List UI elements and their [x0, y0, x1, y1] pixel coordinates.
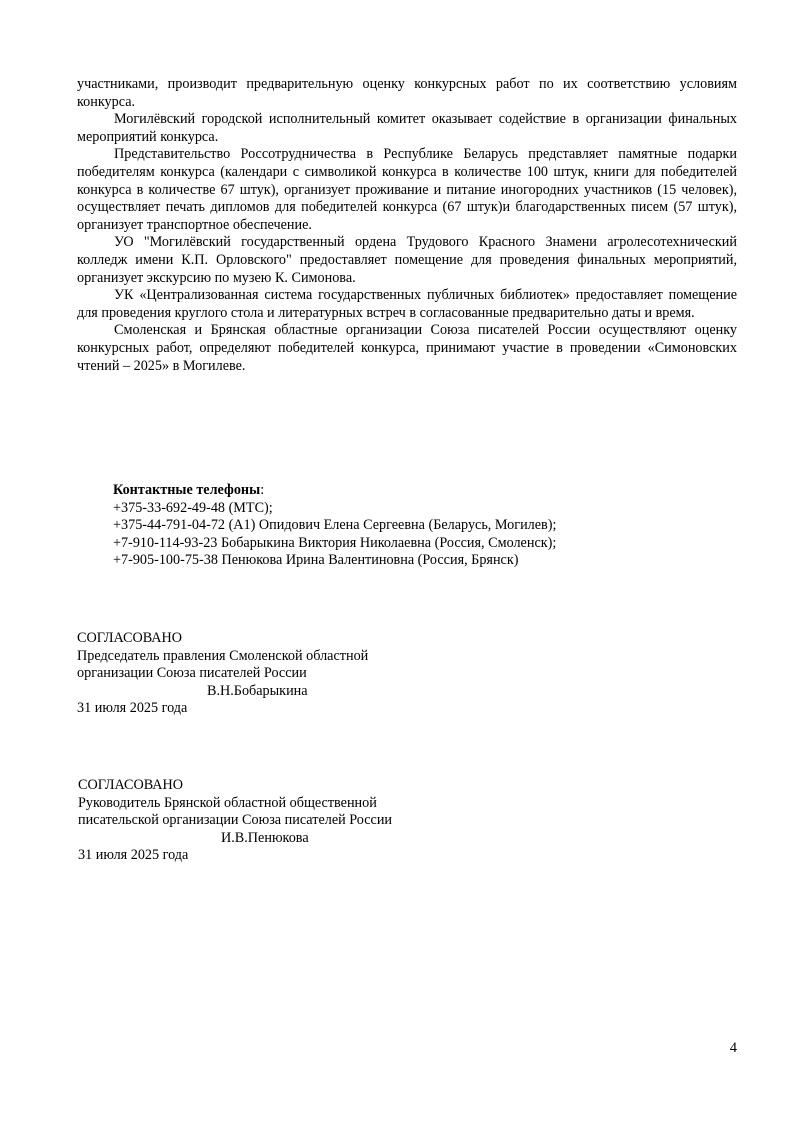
contact-line: +375-33-692-49-48 (МТС); [113, 499, 273, 516]
agreement-date: 31 июля 2025 года [78, 847, 189, 864]
paragraph: Представительство Россотрудничества в Республике Беларусь представляет памятные подарки победителям конкурса (календари с символикой конкурса в количестве 100 штук, книги для победителей конкурса в количестве 67 штук), организует проживание и питание иногородних участников (15 человек), осуществляет печать дипломов для победителей конкурса (67 штук)и благодарственных писем (57 штук), организует транспортное обеспечение. [77, 146, 737, 233]
agreement-position: писательской организации Союза писателей России [78, 812, 393, 829]
agreement-signer: И.В.Пенюкова [221, 829, 309, 846]
page-number: 4 [729, 1040, 737, 1056]
contacts-heading [113, 482, 713, 500]
contact-line: +375-44-791-04-72 (А1) Опидович Елена Сергеевна (Беларусь, Могилев); [113, 517, 557, 534]
paragraph: УК «Централизованная система государственных публичных библиотек» предоставляет помещение для проведения круглого стола и литературных встреч в согласованные предварительно даты и время. [77, 287, 737, 321]
contacts-block [113, 482, 713, 570]
contact-line: +7-910-114-93-23 Бобарыкина Виктория Николаевна (Россия, Смоленск); [113, 534, 557, 551]
contacts-colon: : [260, 482, 265, 498]
contact-line: +7-905-100-75-38 Пенюкова Ирина Валентиновна (Россия, Брянск) [113, 552, 519, 569]
agreement-heading: СОГЛАСОВАНО [78, 777, 184, 793]
agreement-heading: СОГЛАСОВАНО [77, 630, 183, 646]
body-text [77, 76, 737, 375]
paragraph: Смоленская и Брянская областные организации Союза писателей России осуществляют оценку конкурсных работ, определяют победителей конкурса, принимают участие в проведении «Симоновских чтений – 2025» в Могилеве. [77, 322, 737, 374]
agreement-position: Председатель правления Смоленской областной [77, 647, 369, 664]
paragraph: Могилёвский городской исполнительный комитет оказывает содействие в организации финальных мероприятий конкурса. [77, 111, 737, 145]
paragraph: участниками, производит предварительную оценку конкурсных работ по их соответствию условиям конкурса. [77, 76, 737, 110]
agreement-position: Руководитель Брянской областной общественной [78, 794, 377, 811]
contacts-title: Контактные телефоны [113, 482, 261, 498]
agreement-signer: В.Н.Бобарыкина [207, 682, 308, 699]
agreement-date: 31 июля 2025 года [77, 700, 188, 717]
paragraph: УО "Могилёвский государственный ордена Трудового Красного Знамени агролесотехнический колледж имени К.П. Орловского" предоставляет помещение для проведения финальных мероприятий, организует экскурсию по музею К. Симонова. [77, 234, 737, 286]
agreement-position: организации Союза писателей России [77, 665, 307, 682]
agreement-block-bryansk [78, 777, 528, 865]
agreement-block-smolensk [77, 630, 527, 718]
